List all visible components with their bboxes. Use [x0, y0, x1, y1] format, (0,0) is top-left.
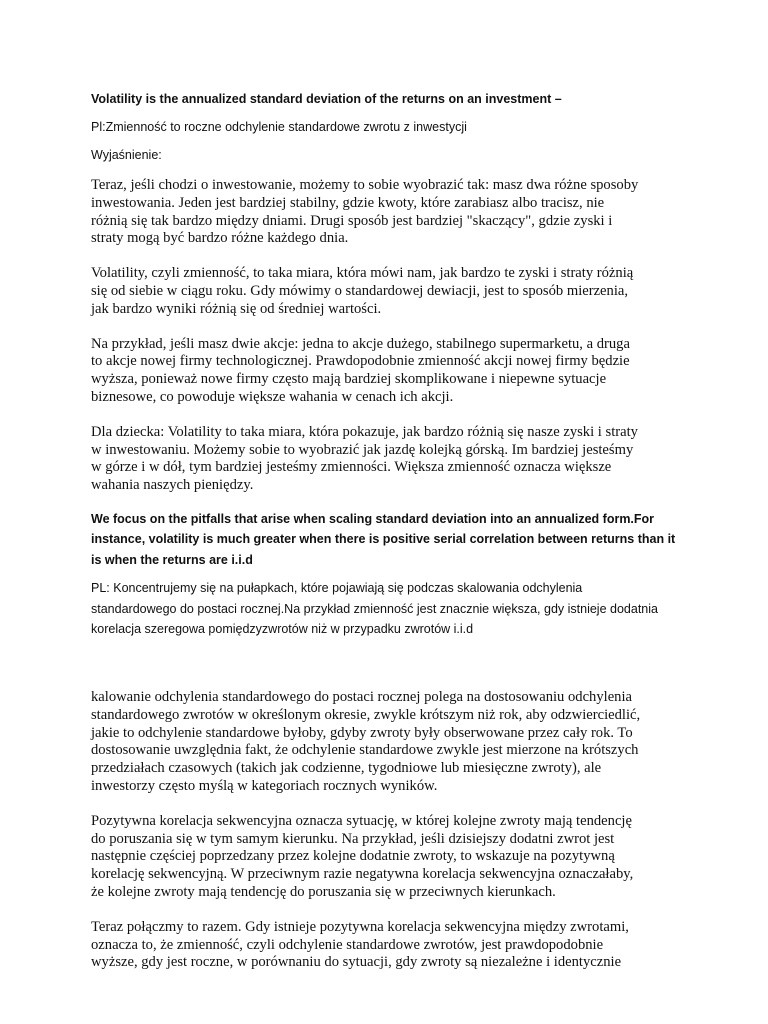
text-line: Dla dziecka: Volatility to taka miara, która pokazuje, jak bardzo różnią się nasze zyski i straty	[91, 423, 638, 440]
paragraph-serial-correlation	[91, 813, 689, 902]
paragraph-pitfalls-english	[91, 509, 689, 571]
explanation-label: Wyjaśnienie:	[91, 148, 162, 162]
text-line: w inwestowaniu. Możemy sobie to wyobrazić jak jazdę kolejką górską. Im bardziej jesteśmy	[91, 441, 634, 458]
text-line: kalowanie odchylenia standardowego do postaci rocznej polega na dostosowaniu odchylenia	[91, 688, 633, 705]
paragraph-annualizing	[91, 689, 689, 796]
text-line: is when the returns are i.i.d	[91, 552, 253, 567]
text-line: w górze i w dół, tym bardziej jesteśmy zmienności. Większa zmienność oznacza większe	[91, 459, 612, 476]
paragraph-combining	[91, 919, 689, 972]
text-line: Teraz, jeśli chodzi o inwestowanie, możemy to sobie wyobrazić tak: masz dwa różne sposoby	[91, 177, 639, 193]
text-line: PL: Koncentrujemy się na pułapkach, które pojawiają się podczas skalowania odchylenia	[91, 581, 583, 596]
document-page	[91, 88, 689, 972]
text-line: Pozytywna korelacja sekwencyjna oznacza sytuację, w której kolejne zwroty mają tendencję	[91, 812, 632, 829]
paragraph-example-stocks	[91, 336, 689, 407]
paragraph-for-child	[91, 424, 689, 495]
text-line: Volatility, czyli zmienność, to taka miara, która mówi nam, jak bardzo te zyski i straty różnią	[91, 265, 634, 282]
text-line: do poruszania się w tym samym kierunku. Na przykład, jeśli dzisiejszy dodatni zwrot jest	[91, 830, 615, 847]
text-line: wyższe, gdy jest roczne, w porównaniu do sytuacji, gdy zwroty są niezależne i identycznie	[91, 954, 622, 971]
polish-translation-heading: Pl:Zmienność to roczne odchylenie standardowe zwrotu z inwestycji	[91, 120, 467, 134]
text-line: różnią się tak bardzo między dniami. Drugi sposób jest bardziej "skaczący", gdzie zyski i	[91, 212, 613, 229]
text-line: instance, volatility is much greater when there is positive serial correlation between returns than it	[91, 532, 676, 547]
text-line: to akcje nowej firmy technologicznej. Prawdopodobnie zmienność akcji nowej firmy będzie	[91, 353, 630, 370]
text-line: oznacza to, że zmienność, czyli odchylenie standardowe zwrotów, jest prawdopodobnie	[91, 936, 604, 953]
text-line: wahania naszych pieniędzy.	[91, 477, 254, 494]
text-line: We focus on the pitfalls that arise when scaling standard deviation into an annualized form.For	[91, 511, 655, 526]
paragraph-volatility-definition	[91, 265, 689, 318]
text-line: straty mogą być bardzo różne każdego dnia.	[91, 230, 349, 247]
text-line: standardowego do postaci rocznej.Na przykład zmienność jest znacznie większa, gdy istnieje dodatnia	[91, 601, 658, 616]
text-line: jakie to odchylenie standardowe byłoby, gdyby zwroty były obserwowane przez cały rok. To	[91, 724, 633, 741]
text-line: inwestowania. Jeden jest bardziej stabilny, gdzie kwoty, które zarabiasz albo tracisz, nie	[91, 194, 605, 211]
text-line: inwestorzy często myślą w kategoriach rocznych wyników.	[91, 777, 438, 794]
text-line: korelację sekwencyjną. W przeciwnym razie negatywna korelacja sekwencyjna oznaczałaby,	[91, 866, 634, 883]
text-line: biznesowe, co powoduje większe wahania w cenach ich akcji.	[91, 388, 454, 405]
text-line: Teraz połączmy to razem. Gdy istnieje pozytywna korelacja sekwencyjna między zwrotami,	[91, 918, 629, 935]
text-line: jak bardzo wyniki różnią się od średniej wartości.	[91, 300, 382, 317]
text-line: następnie częściej poprzedzany przez kolejne dodatnie zwroty, to wskazuje na pozytywną	[91, 848, 615, 865]
text-line: że kolejne zwroty mają tendencję do poruszania się w przeciwnych kierunkach.	[91, 883, 556, 900]
text-line: korelacja szeregowa pomiędzyzwrotów niż w przypadku zwrotów i.i.d	[91, 622, 474, 637]
text-line: dostosowanie uwzględnia fakt, że odchylenie standardowe zwykle jest mierzone na krótszych	[91, 742, 639, 759]
text-line: się od siebie w ciągu roku. Gdy mówimy o standardowej dewiacji, jest to sposób mierzenia,	[91, 282, 629, 299]
text-line: Na przykład, jeśli masz dwie akcje: jedna to akcje dużego, stabilnego supermarketu, a druga	[91, 335, 630, 352]
document-heading: Volatility is the annualized standard deviation of the returns on an investment –	[91, 92, 562, 106]
text-line: przedziałach czasowych (takich jak codzienne, tygodniowe lub miesięczne zwroty), ale	[91, 760, 602, 777]
text-line: wyższa, ponieważ nowe firmy często mają bardziej skomplikowane i niepewne sytuacje	[91, 371, 607, 388]
text-line: standardowego zwrotów w określonym okresie, zwykle krótszym niż rok, aby odzwierciedlić,	[91, 706, 641, 723]
paragraph-pitfalls-polish	[91, 578, 689, 640]
paragraph-investing-styles	[91, 177, 689, 248]
